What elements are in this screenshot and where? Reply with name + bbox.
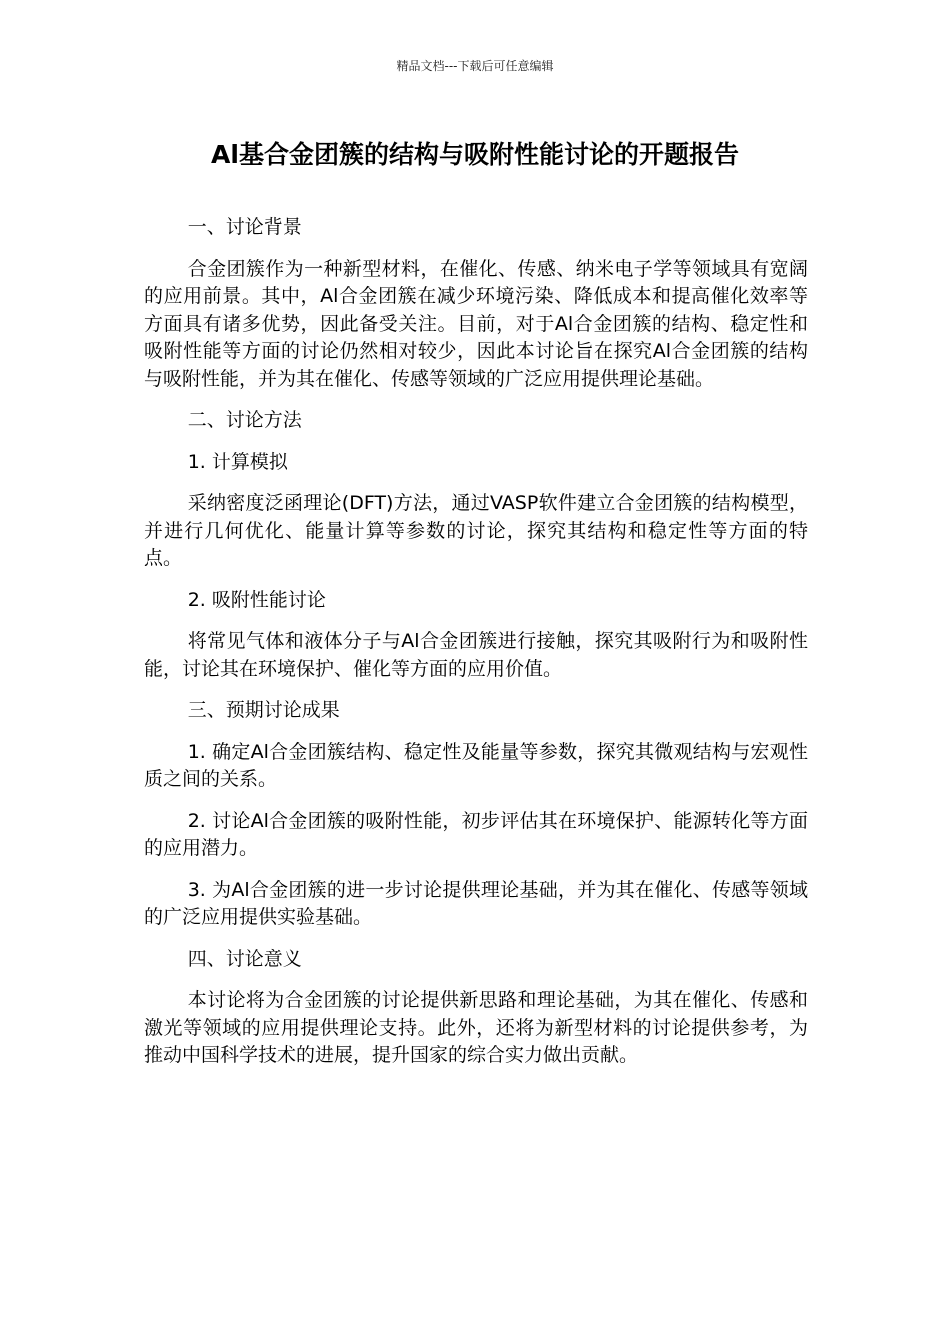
document-body bbox=[144, 214, 808, 1084]
adsorption-paragraph: 将常见气体和液体分子与Al合金团簇进行接触，探究其吸附行为和吸附性能，讨论其在环境保护、催化等方面的应用价值。 bbox=[144, 630, 808, 680]
significance-paragraph: 本讨论将为合金团簇的讨论提供新思路和理论基础，为其在催化、传感和激光等领域的应用提供理论支持。此外，还将为新型材料的讨论提供参考，为推动中国科学技术的进展，提升国家的综合实力做出贡献。 bbox=[144, 989, 808, 1066]
computation-paragraph: 采纳密度泛函理论(DFT)方法，通过VASP软件建立合金团簇的结构模型，并进行几何优化、能量计算等参数的讨论，探究其结构和稳定性等方面的特点。 bbox=[144, 492, 808, 569]
section-heading-significance: 四、讨论意义 bbox=[187, 947, 302, 970]
background-paragraph: 合金团簇作为一种新型材料，在催化、传感、纳米电子学等领域具有宽阔的应用前景。其中，Al合金团簇在减少环境污染、降低成本和提高催化效率等方面具有诸多优势，因此备受关注。目前，对于Al合金团簇的结构、稳定性和吸附性能等方面的讨论仍然相对较少，因此本讨论旨在探究Al合金团簇的结构与吸附性能，并为其在催化、传感等领域的广泛应用提供理论基础。 bbox=[144, 257, 808, 390]
expected-result-item-2: 2. 讨论Al合金团簇的吸附性能，初步评估其在环境保护、能源转化等方面的应用潜力。 bbox=[144, 809, 808, 859]
subheading-computation: 1. 计算模拟 bbox=[187, 450, 288, 473]
page-header: 精品文档---下载后可任意编辑 bbox=[396, 59, 554, 73]
subheading-adsorption: 2. 吸附性能讨论 bbox=[187, 588, 326, 611]
section-heading-methods: 二、讨论方法 bbox=[187, 409, 302, 431]
expected-result-item-3: 3. 为Al合金团簇的进一步讨论提供理论基础，并为其在催化、传感等领域的广泛应用提供实验基础。 bbox=[144, 878, 808, 928]
section-heading-background: 一、讨论背景 bbox=[187, 216, 302, 238]
section-heading-expected-results: 三、预期讨论成果 bbox=[187, 699, 340, 721]
document-title: Al基合金团簇的结构与吸附性能讨论的开题报告 bbox=[211, 140, 739, 169]
expected-result-item-1: 1. 确定Al合金团簇结构、稳定性及能量等参数，探究其微观结构与宏观性质之间的关系。 bbox=[144, 740, 808, 790]
